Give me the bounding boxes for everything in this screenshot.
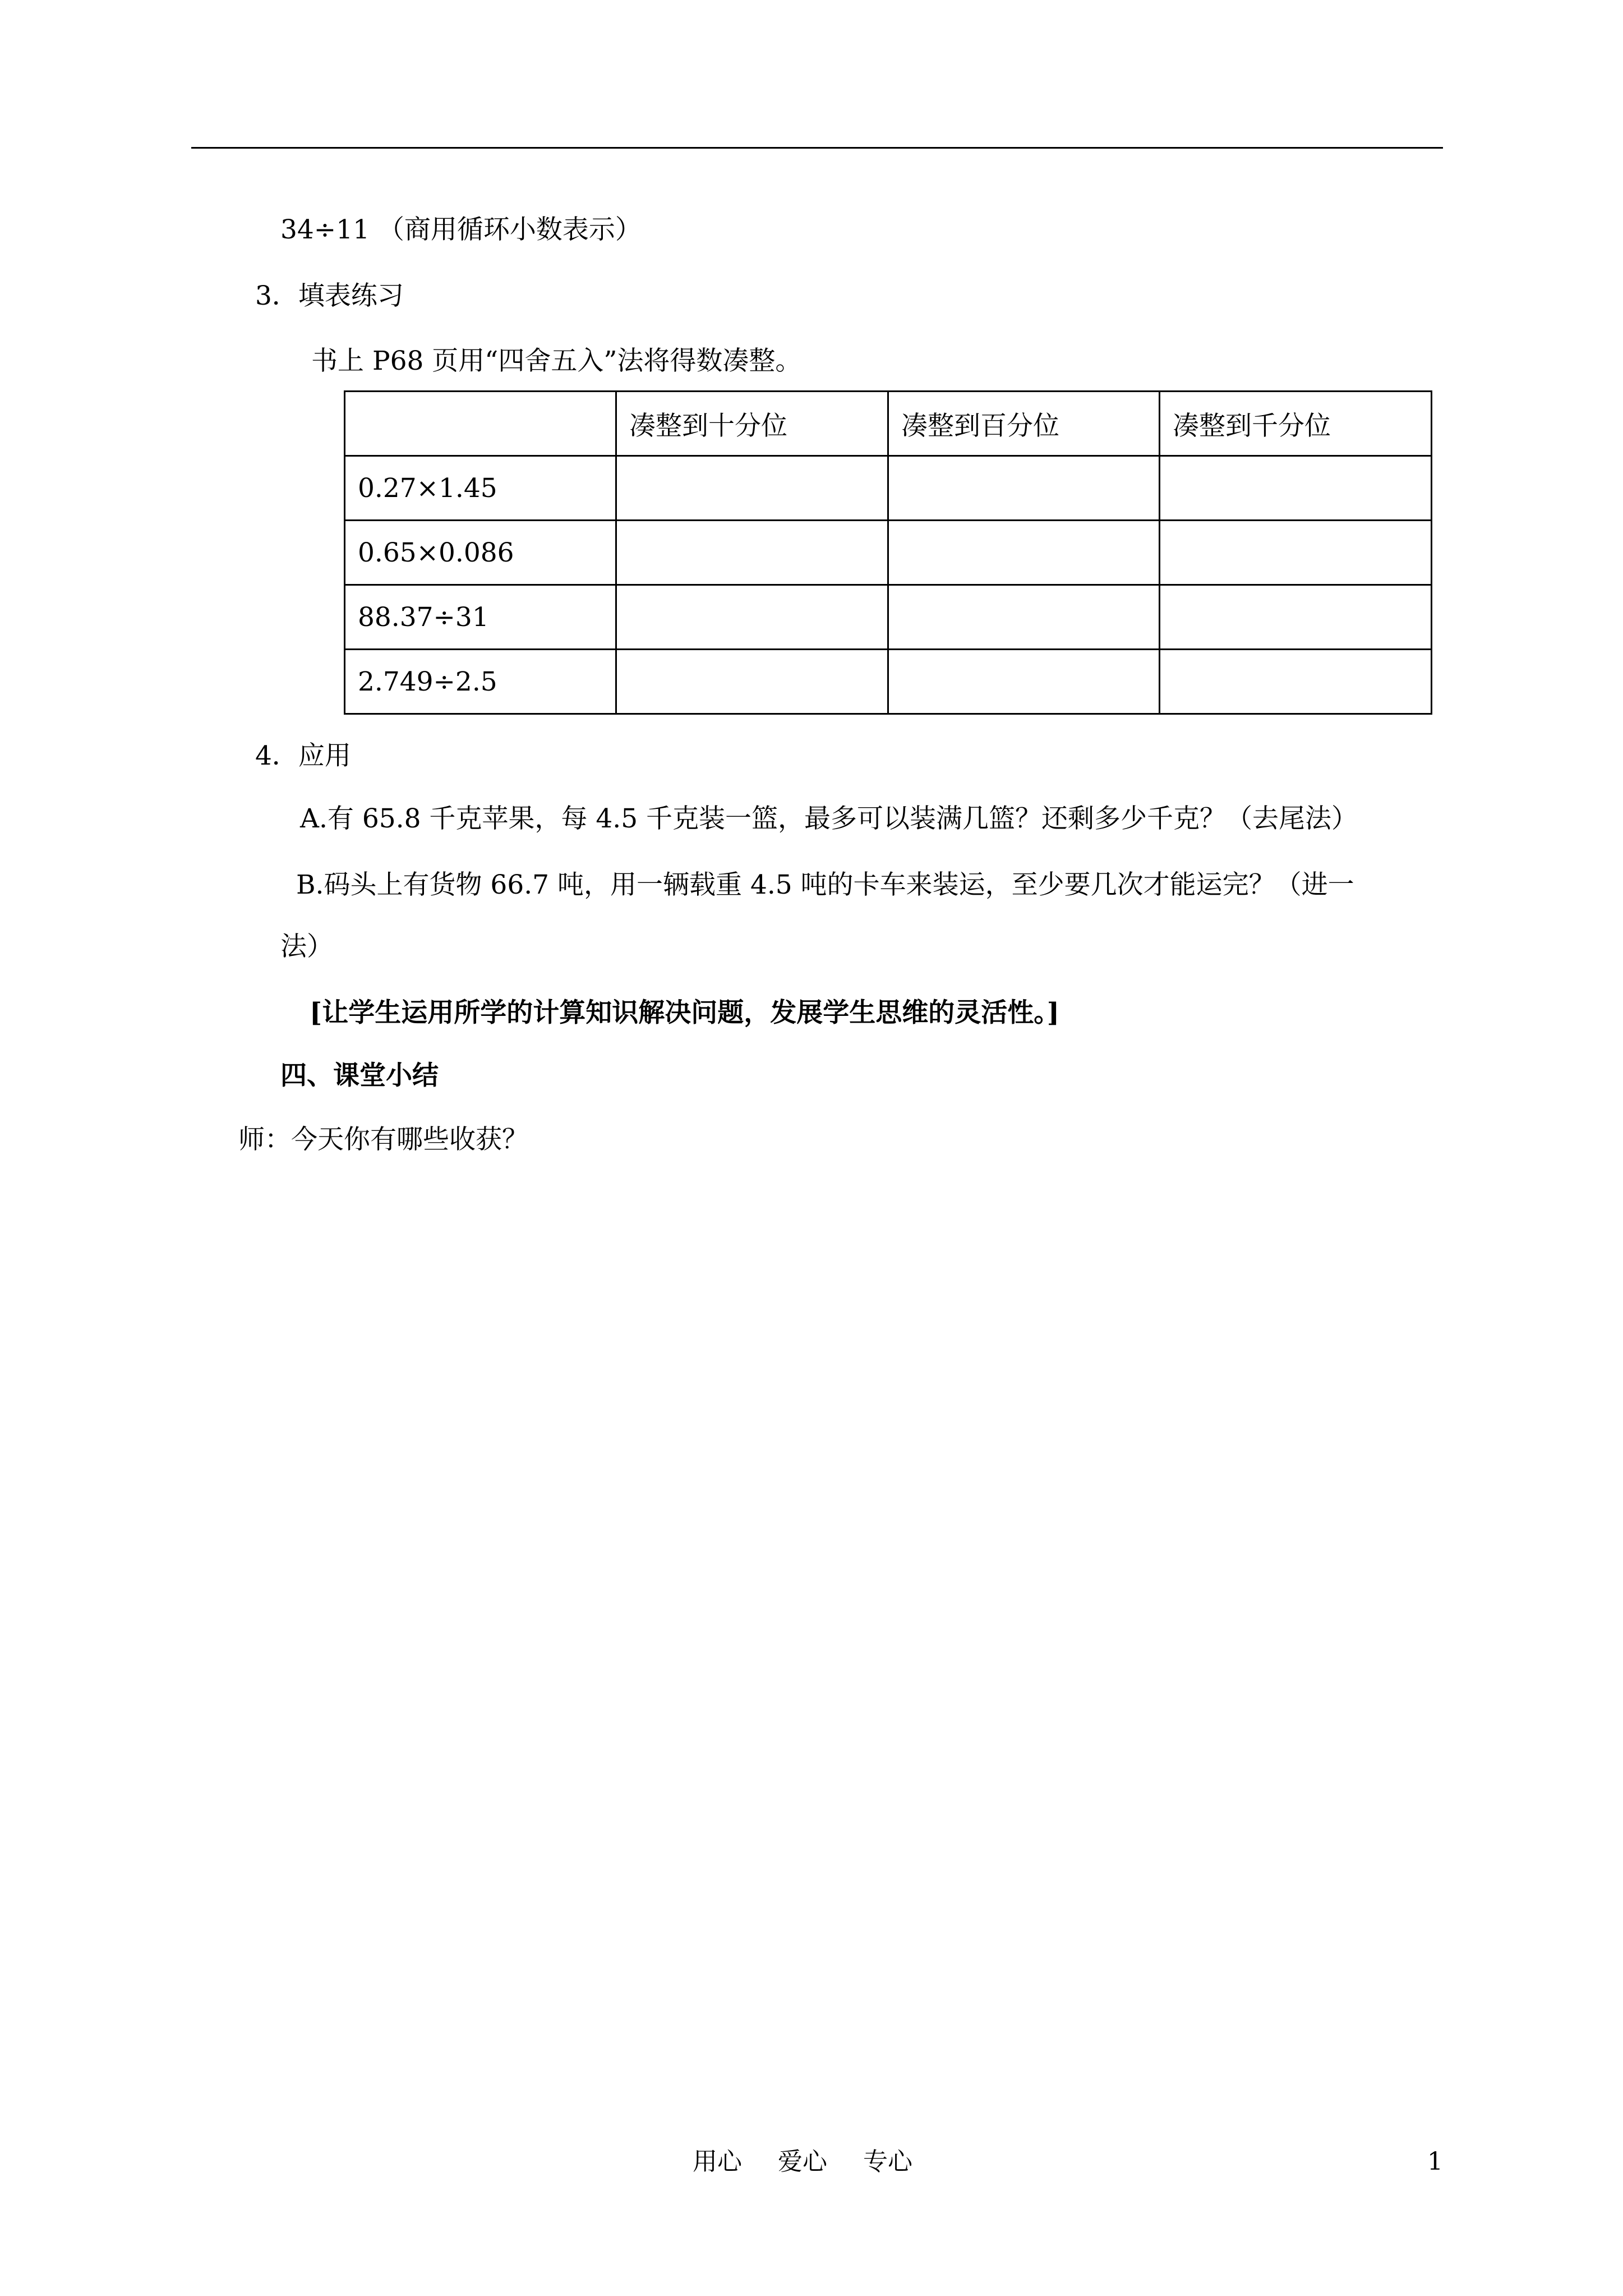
answer-cell-thousandths[interactable]: [1160, 456, 1432, 521]
table-row: [345, 456, 1432, 521]
row-expression: 0.65×0.086: [345, 521, 616, 585]
row-expression: 0.27×1.45: [345, 456, 616, 521]
section-4-heading: 4．应用: [255, 740, 351, 771]
table-header-thousandths: 凑整到千分位: [1160, 392, 1432, 456]
answer-cell-tenths[interactable]: [616, 650, 888, 714]
footer-motto: [693, 2146, 912, 2178]
answer-cell-tenths[interactable]: [616, 456, 888, 521]
footer-word: 用心: [693, 2147, 742, 2176]
design-note: [让学生运用所学的计算知识解决问题，发展学生思维的灵活性。]: [310, 997, 1059, 1028]
summary-question: 师：今天你有哪些收获？: [238, 1124, 528, 1155]
table-row: [345, 521, 1432, 585]
division-exercise: 34÷11 （商用循环小数表示）: [280, 214, 642, 245]
answer-cell-tenths[interactable]: [616, 521, 888, 585]
problem-b-line-1: B.码头上有货物 66.7 吨，用一辆载重 4.5 吨的卡车来装运，至少要几次才能运完？（进一: [296, 869, 1354, 900]
row-expression: 2.749÷2.5: [345, 650, 616, 714]
section-3-heading: 3．填表练习: [255, 280, 404, 311]
table-header-tenths: 凑整到十分位: [616, 392, 888, 456]
footer-word: 专心: [863, 2147, 912, 2176]
header-rule: [191, 147, 1443, 149]
rounding-table: [344, 390, 1432, 715]
table-row: [345, 585, 1432, 650]
page-number: 1: [1427, 2147, 1443, 2176]
answer-cell-hundredths[interactable]: [888, 585, 1160, 650]
section-3-intro: 书上 P68 页用“四舍五入”法将得数凑整。: [311, 346, 802, 376]
answer-cell-hundredths[interactable]: [888, 456, 1160, 521]
answer-cell-hundredths[interactable]: [888, 650, 1160, 714]
table-row: [345, 650, 1432, 714]
summary-heading: 四、课堂小结: [280, 1060, 439, 1091]
answer-cell-tenths[interactable]: [616, 585, 888, 650]
table-header-hundredths: 凑整到百分位: [888, 392, 1160, 456]
footer-word: 爱心: [778, 2147, 827, 2176]
problem-b-line-2: 法）: [280, 931, 333, 962]
row-expression: 88.37÷31: [345, 585, 616, 650]
table-header-blank: [345, 392, 616, 456]
answer-cell-thousandths[interactable]: [1160, 650, 1432, 714]
answer-cell-thousandths[interactable]: [1160, 521, 1432, 585]
table-header-row: [345, 392, 1432, 456]
answer-cell-hundredths[interactable]: [888, 521, 1160, 585]
problem-a: A.有 65.8 千克苹果，每 4.5 千克装一篮，最多可以装满几篮？还剩多少千克？（去尾法）: [300, 803, 1358, 834]
answer-cell-thousandths[interactable]: [1160, 585, 1432, 650]
